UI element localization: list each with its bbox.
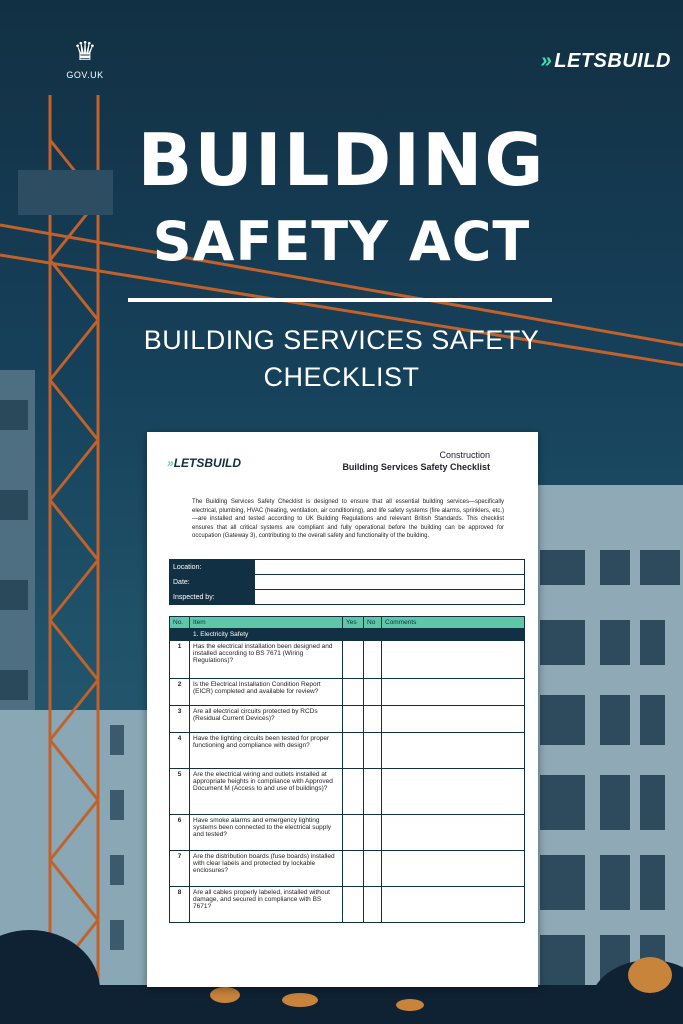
yes-cell[interactable] bbox=[343, 706, 364, 733]
row-number: 7 bbox=[170, 851, 190, 887]
table-row bbox=[170, 679, 525, 706]
yes-cell[interactable] bbox=[343, 815, 364, 851]
no-cell[interactable] bbox=[364, 733, 382, 769]
comments-cell[interactable] bbox=[382, 887, 525, 923]
row-item: Are the electrical wiring and outlets installed at appropriate heights in compliance with Approved Document M (Access to and use of buildings)? bbox=[190, 769, 343, 815]
no-cell[interactable] bbox=[364, 851, 382, 887]
row-number: 6 bbox=[170, 815, 190, 851]
row-item: Are the distribution boards (fuse boards) installed with clear labels and protected by lockable enclosures? bbox=[190, 851, 343, 887]
document-header bbox=[342, 450, 490, 472]
table-header-row bbox=[170, 617, 525, 629]
meta-label: Date: bbox=[170, 575, 255, 590]
row-number: 8 bbox=[170, 887, 190, 923]
comments-cell[interactable] bbox=[382, 641, 525, 679]
document-title: Building Services Safety Checklist bbox=[342, 462, 490, 472]
gov-uk-label: GOV.UK bbox=[66, 70, 104, 80]
gov-uk-logo bbox=[60, 38, 110, 80]
yes-cell[interactable] bbox=[343, 641, 364, 679]
table-row bbox=[170, 641, 525, 679]
table-row bbox=[170, 851, 525, 887]
section-title: 1. Electricity Safety bbox=[190, 629, 525, 641]
meta-value[interactable] bbox=[255, 590, 525, 605]
crown-icon: ♛ bbox=[73, 36, 97, 66]
no-cell[interactable] bbox=[364, 706, 382, 733]
no-cell[interactable] bbox=[364, 887, 382, 923]
meta-row bbox=[170, 575, 525, 590]
comments-cell[interactable] bbox=[382, 733, 525, 769]
comments-cell[interactable] bbox=[382, 851, 525, 887]
table-row bbox=[170, 815, 525, 851]
document-logo-text: LETSBUILD bbox=[173, 456, 242, 470]
letsbuild-logo bbox=[541, 50, 671, 73]
meta-label: Location: bbox=[170, 560, 255, 575]
row-item: Is the Electrical Installation Condition Report (EICR) completed and available for review? bbox=[190, 679, 343, 706]
row-number: 4 bbox=[170, 733, 190, 769]
row-number: 3 bbox=[170, 706, 190, 733]
no-cell[interactable] bbox=[364, 769, 382, 815]
yes-cell[interactable] bbox=[343, 769, 364, 815]
yes-cell[interactable] bbox=[343, 887, 364, 923]
row-number: 1 bbox=[170, 641, 190, 679]
yes-cell[interactable] bbox=[343, 679, 364, 706]
meta-value[interactable] bbox=[255, 560, 525, 575]
comments-cell[interactable] bbox=[382, 815, 525, 851]
table-row bbox=[170, 733, 525, 769]
headline-divider bbox=[128, 298, 552, 302]
inspection-meta-table bbox=[169, 559, 525, 605]
table-row bbox=[170, 769, 525, 815]
column-header-yes: Yes bbox=[343, 617, 364, 629]
chevron-icon: » bbox=[167, 456, 174, 470]
brand-name: LETSBUILD bbox=[554, 50, 671, 72]
chevron-icon: » bbox=[540, 50, 553, 72]
row-item: Have the lighting circuits been tested for proper functioning and compliance with design? bbox=[190, 733, 343, 769]
column-header-no-answer: No bbox=[364, 617, 382, 629]
comments-cell[interactable] bbox=[382, 706, 525, 733]
row-item: Are all electrical circuits protected by RCDs (Residual Current Devices)? bbox=[190, 706, 343, 733]
section-row bbox=[170, 629, 525, 641]
no-cell[interactable] bbox=[364, 679, 382, 706]
no-cell[interactable] bbox=[364, 641, 382, 679]
meta-row bbox=[170, 560, 525, 575]
table-row bbox=[170, 706, 525, 733]
document-logo bbox=[167, 456, 241, 470]
headline-line1: BUILDING bbox=[137, 118, 546, 202]
row-item: Has the electrical installation been designed and installed according to BS 7671 (Wiring Regulations)? bbox=[190, 641, 343, 679]
comments-cell[interactable] bbox=[382, 769, 525, 815]
yes-cell[interactable] bbox=[343, 733, 364, 769]
subtitle bbox=[0, 322, 683, 396]
checklist-table bbox=[169, 616, 525, 923]
document-intro: The Building Services Safety Checklist is designed to ensure that all essential building services—specifically electrical, plumbing, HVAC (heating, ventilation, air conditioning), and life safety systems (fire alarms, sprinklers, etc.)—are installed and tested according to UK Building Regulations and relevant British Standards. This checklist ensures that all critical systems are compliant and fully operational before the building can be approved for occupation (Gateway 3), contributing to the overall safety and functionality of the building. bbox=[192, 499, 504, 539]
column-header-item: Item bbox=[190, 617, 343, 629]
row-item: Are all cables properly labeled, installed without damage, and secured in compliance with BS 7671? bbox=[190, 887, 343, 923]
row-item: Have smoke alarms and emergency lighting systems been connected to the electrical supply and tested? bbox=[190, 815, 343, 851]
subtitle-line1: BUILDING SERVICES SAFETY bbox=[143, 325, 540, 355]
document-category: Construction bbox=[439, 450, 490, 460]
yes-cell[interactable] bbox=[343, 851, 364, 887]
row-number: 5 bbox=[170, 769, 190, 815]
no-cell[interactable] bbox=[364, 815, 382, 851]
subtitle-line2: CHECKLIST bbox=[263, 362, 420, 392]
meta-value[interactable] bbox=[255, 575, 525, 590]
headline-line2: SAFETY ACT bbox=[152, 210, 531, 273]
checklist-document bbox=[147, 432, 538, 987]
table-row bbox=[170, 887, 525, 923]
comments-cell[interactable] bbox=[382, 679, 525, 706]
column-header-no: No. bbox=[170, 617, 190, 629]
meta-row bbox=[170, 590, 525, 605]
row-number: 2 bbox=[170, 679, 190, 706]
column-header-comments: Comments bbox=[382, 617, 525, 629]
meta-label: Inspected by: bbox=[170, 590, 255, 605]
